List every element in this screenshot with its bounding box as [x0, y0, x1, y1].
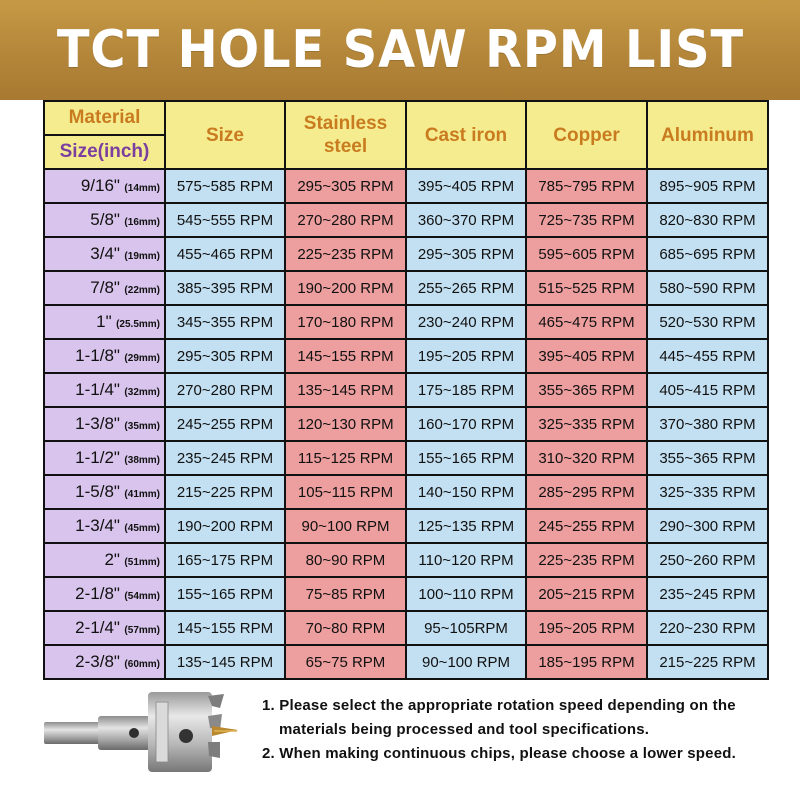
size-cell	[44, 169, 165, 203]
size-inch: 1-3/8"	[75, 414, 120, 433]
size-mm: (35mm)	[124, 421, 160, 432]
rpm-cell-copper: 515~525 RPM	[526, 271, 647, 305]
rpm-cell-stainless-steel: 75~85 RPM	[285, 577, 406, 611]
size-mm: (14mm)	[124, 183, 160, 194]
rpm-cell-cast-iron: 110~120 RPM	[406, 543, 526, 577]
size-mm: (29mm)	[124, 353, 160, 364]
size-inch: 3/4"	[90, 244, 120, 263]
rpm-cell-size: 295~305 RPM	[165, 339, 285, 373]
rpm-cell-stainless-steel: 90~100 RPM	[285, 509, 406, 543]
rpm-cell-copper: 465~475 RPM	[526, 305, 647, 339]
size-inch: 5/8"	[90, 210, 120, 229]
rpm-cell-copper: 195~205 RPM	[526, 611, 647, 645]
size-inch: 1-1/2"	[75, 448, 120, 467]
title-banner	[0, 0, 800, 100]
rpm-cell-copper: 225~235 RPM	[526, 543, 647, 577]
rpm-cell-copper: 185~195 RPM	[526, 645, 647, 679]
size-cell	[44, 237, 165, 271]
size-cell	[44, 441, 165, 475]
rpm-cell-cast-iron: 125~135 RPM	[406, 509, 526, 543]
rpm-cell-cast-iron: 100~110 RPM	[406, 577, 526, 611]
size-mm: (22mm)	[124, 285, 160, 296]
size-cell	[44, 543, 165, 577]
header-copper: Copper	[526, 101, 647, 169]
rpm-table-body	[44, 169, 768, 679]
rpm-cell-aluminum: 685~695 RPM	[647, 237, 768, 271]
table-row	[44, 543, 768, 577]
size-mm: (19mm)	[124, 251, 160, 262]
rpm-cell-cast-iron: 95~105RPM	[406, 611, 526, 645]
size-mm: (54mm)	[124, 591, 160, 602]
rpm-cell-size: 165~175 RPM	[165, 543, 285, 577]
rpm-cell-cast-iron: 295~305 RPM	[406, 237, 526, 271]
size-inch: 7/8"	[90, 278, 120, 297]
size-mm: (60mm)	[124, 659, 160, 670]
size-cell	[44, 475, 165, 509]
rpm-cell-stainless-steel: 120~130 RPM	[285, 407, 406, 441]
size-cell	[44, 271, 165, 305]
table-row	[44, 169, 768, 203]
header-stainless-line1: Stainless	[303, 113, 388, 134]
size-inch: 2-1/4"	[75, 618, 120, 637]
rpm-cell-aluminum: 215~225 RPM	[647, 645, 768, 679]
size-mm: (45mm)	[124, 523, 160, 534]
size-cell	[44, 509, 165, 543]
rpm-cell-stainless-steel: 270~280 RPM	[285, 203, 406, 237]
rpm-cell-size: 270~280 RPM	[165, 373, 285, 407]
rpm-cell-aluminum: 405~415 RPM	[647, 373, 768, 407]
size-inch: 1"	[96, 312, 112, 331]
rpm-cell-stainless-steel: 170~180 RPM	[285, 305, 406, 339]
rpm-cell-size: 215~225 RPM	[165, 475, 285, 509]
rpm-cell-size: 235~245 RPM	[165, 441, 285, 475]
size-mm: (32mm)	[124, 387, 160, 398]
size-cell	[44, 407, 165, 441]
header-aluminum: Aluminum	[647, 101, 768, 169]
size-mm: (57mm)	[124, 625, 160, 636]
rpm-cell-stainless-steel: 225~235 RPM	[285, 237, 406, 271]
rpm-cell-stainless-steel: 80~90 RPM	[285, 543, 406, 577]
rpm-cell-aluminum: 250~260 RPM	[647, 543, 768, 577]
rpm-cell-size: 345~355 RPM	[165, 305, 285, 339]
table-row	[44, 271, 768, 305]
table-row	[44, 577, 768, 611]
header-stainless-line2: steel	[323, 136, 368, 157]
rpm-cell-size: 145~155 RPM	[165, 611, 285, 645]
page-title: TCT HOLE SAW RPM LIST	[56, 20, 744, 80]
size-inch: 2-3/8"	[75, 652, 120, 671]
size-mm: (41mm)	[124, 489, 160, 500]
rpm-cell-cast-iron: 195~205 RPM	[406, 339, 526, 373]
rpm-cell-copper: 310~320 RPM	[526, 441, 647, 475]
table-row	[44, 611, 768, 645]
rpm-cell-stainless-steel: 105~115 RPM	[285, 475, 406, 509]
rpm-cell-copper: 785~795 RPM	[526, 169, 647, 203]
rpm-cell-size: 385~395 RPM	[165, 271, 285, 305]
rpm-cell-copper: 325~335 RPM	[526, 407, 647, 441]
rpm-cell-copper: 355~365 RPM	[526, 373, 647, 407]
rpm-cell-copper: 245~255 RPM	[526, 509, 647, 543]
header-row	[44, 101, 768, 169]
rpm-cell-stainless-steel: 70~80 RPM	[285, 611, 406, 645]
rpm-cell-aluminum: 235~245 RPM	[647, 577, 768, 611]
rpm-cell-aluminum: 355~365 RPM	[647, 441, 768, 475]
rpm-cell-aluminum: 445~455 RPM	[647, 339, 768, 373]
rpm-cell-aluminum: 820~830 RPM	[647, 203, 768, 237]
size-cell	[44, 203, 165, 237]
corner-header	[44, 101, 165, 169]
rpm-cell-stainless-steel: 115~125 RPM	[285, 441, 406, 475]
rpm-cell-aluminum: 290~300 RPM	[647, 509, 768, 543]
rpm-cell-cast-iron: 360~370 RPM	[406, 203, 526, 237]
rpm-cell-size: 155~165 RPM	[165, 577, 285, 611]
size-inch: 1-5/8"	[75, 482, 120, 501]
rpm-cell-size: 245~255 RPM	[165, 407, 285, 441]
size-cell	[44, 577, 165, 611]
rpm-cell-aluminum: 325~335 RPM	[647, 475, 768, 509]
rpm-cell-stainless-steel: 190~200 RPM	[285, 271, 406, 305]
size-inch-label: Size(inch)	[45, 134, 164, 168]
table-row	[44, 373, 768, 407]
rpm-cell-stainless-steel: 135~145 RPM	[285, 373, 406, 407]
size-cell	[44, 373, 165, 407]
size-inch: 1-1/4"	[75, 380, 120, 399]
size-cell	[44, 645, 165, 679]
rpm-table	[43, 100, 769, 680]
rpm-cell-copper: 205~215 RPM	[526, 577, 647, 611]
rpm-cell-cast-iron: 395~405 RPM	[406, 169, 526, 203]
size-cell	[44, 339, 165, 373]
table-row	[44, 407, 768, 441]
size-mm: (25.5mm)	[116, 319, 160, 330]
rpm-cell-aluminum: 580~590 RPM	[647, 271, 768, 305]
size-inch: 9/16"	[80, 176, 120, 195]
rpm-cell-cast-iron: 90~100 RPM	[406, 645, 526, 679]
rpm-cell-cast-iron: 255~265 RPM	[406, 271, 526, 305]
size-cell	[44, 611, 165, 645]
rpm-cell-copper: 395~405 RPM	[526, 339, 647, 373]
table-row	[44, 509, 768, 543]
rpm-cell-stainless-steel: 295~305 RPM	[285, 169, 406, 203]
table-row	[44, 475, 768, 509]
rpm-cell-cast-iron: 230~240 RPM	[406, 305, 526, 339]
rpm-cell-aluminum: 220~230 RPM	[647, 611, 768, 645]
header-stainless-steel	[285, 101, 406, 169]
table-row	[44, 203, 768, 237]
table-row	[44, 305, 768, 339]
rpm-cell-size: 545~555 RPM	[165, 203, 285, 237]
size-mm: (16mm)	[124, 217, 160, 228]
table-row	[44, 645, 768, 679]
material-label: Material	[68, 107, 141, 128]
rpm-cell-aluminum: 370~380 RPM	[647, 407, 768, 441]
rpm-cell-cast-iron: 175~185 RPM	[406, 373, 526, 407]
header-size: Size	[165, 101, 285, 169]
header-cast-iron: Cast iron	[406, 101, 526, 169]
rpm-cell-stainless-steel: 145~155 RPM	[285, 339, 406, 373]
rpm-cell-aluminum: 520~530 RPM	[647, 305, 768, 339]
rpm-cell-cast-iron: 160~170 RPM	[406, 407, 526, 441]
rpm-cell-size: 190~200 RPM	[165, 509, 285, 543]
usage-notes	[262, 694, 792, 766]
size-mm: (38mm)	[124, 455, 160, 466]
rpm-cell-stainless-steel: 65~75 RPM	[285, 645, 406, 679]
rpm-cell-size: 135~145 RPM	[165, 645, 285, 679]
rpm-cell-size: 575~585 RPM	[165, 169, 285, 203]
size-inch: 2"	[104, 550, 120, 569]
rpm-cell-size: 455~465 RPM	[165, 237, 285, 271]
rpm-cell-cast-iron: 140~150 RPM	[406, 475, 526, 509]
rpm-cell-aluminum: 895~905 RPM	[647, 169, 768, 203]
size-inch: 1-3/4"	[75, 516, 120, 535]
rpm-cell-copper: 595~605 RPM	[526, 237, 647, 271]
rpm-cell-copper: 285~295 RPM	[526, 475, 647, 509]
size-mm: (51mm)	[124, 557, 160, 568]
hole-saw-icon	[44, 686, 240, 782]
rpm-cell-cast-iron: 155~165 RPM	[406, 441, 526, 475]
size-inch: 2-1/8"	[75, 584, 120, 603]
size-cell	[44, 305, 165, 339]
size-inch: 1-1/8"	[75, 346, 120, 365]
table-row	[44, 339, 768, 373]
note-1-continued: materials being processed and tool specifications.	[279, 721, 650, 738]
table-row	[44, 441, 768, 475]
note-2: 2. When making continuous chips, please choose a lower speed.	[262, 745, 736, 762]
rpm-cell-copper: 725~735 RPM	[526, 203, 647, 237]
table-row	[44, 237, 768, 271]
note-1: 1. Please select the appropriate rotation speed depending on the	[262, 697, 736, 714]
